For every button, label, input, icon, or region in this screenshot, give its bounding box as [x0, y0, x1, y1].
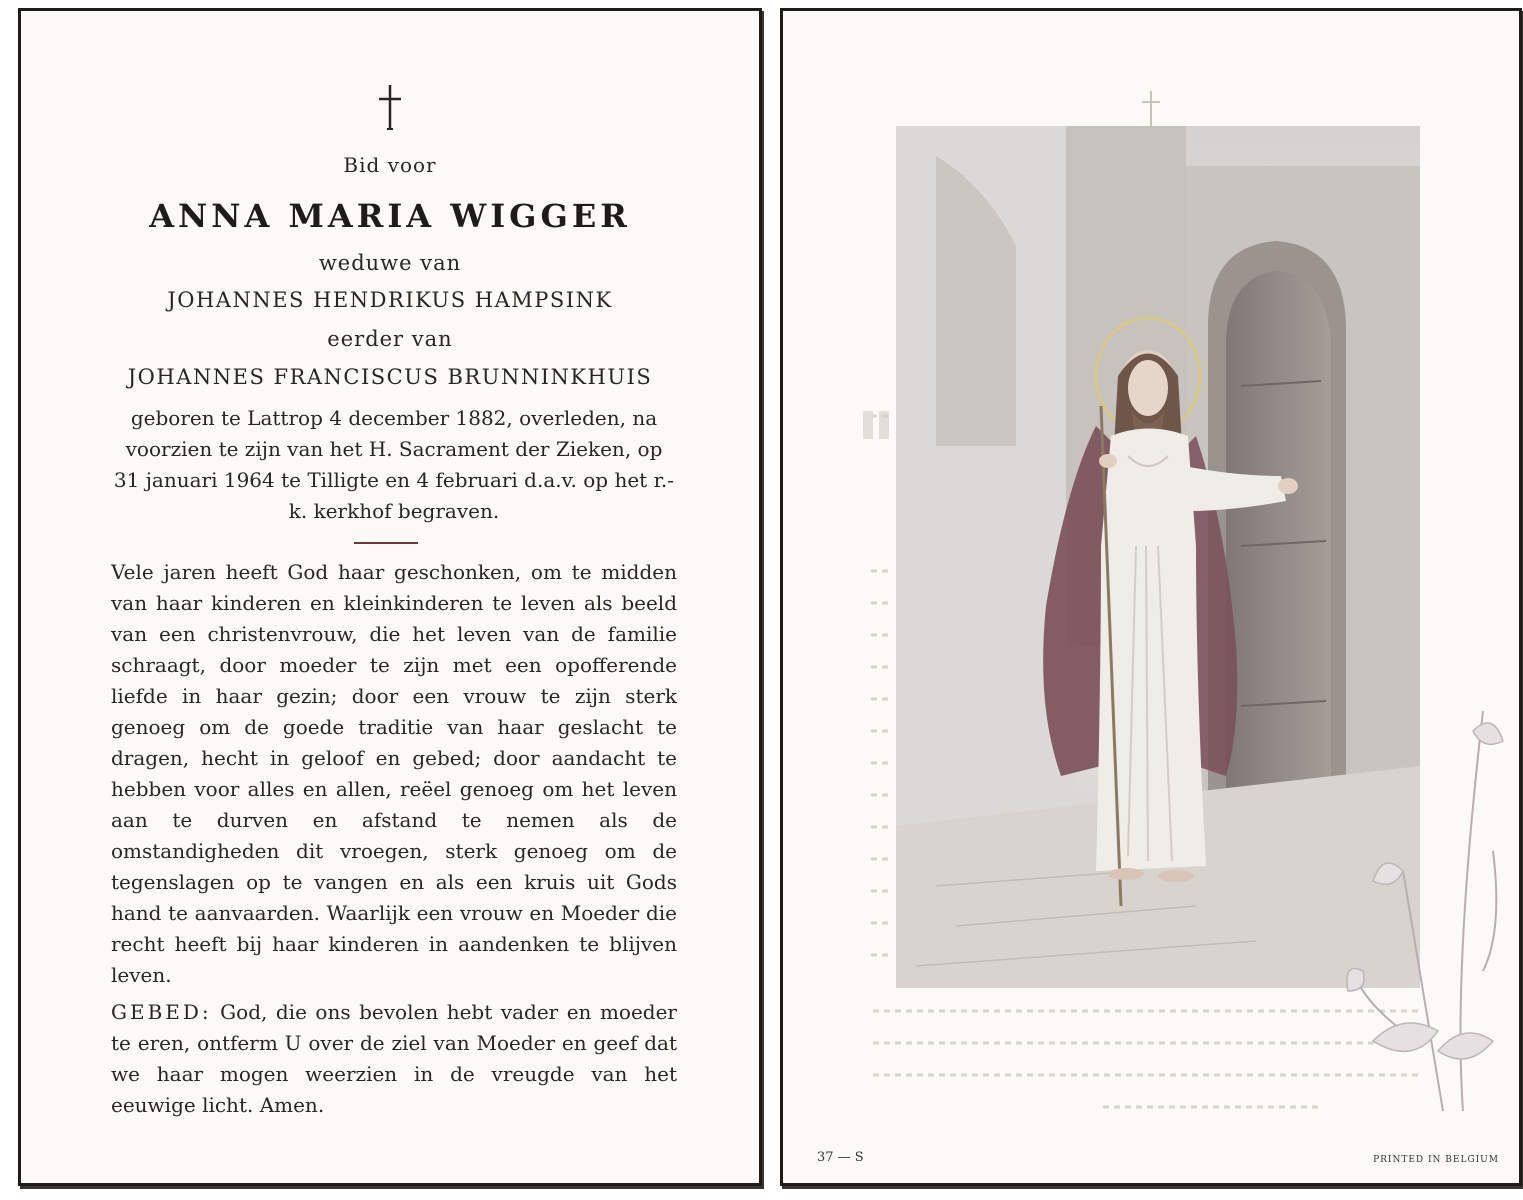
deceased-name: ANNA MARIA WIGGER [149, 197, 631, 235]
memorial-text: Vele jaren heeft God haar geschonken, om te midden van haar kinderen en kleinkinderen te leven als beeld van een christenvrouw, die het leven van de familie schraagt, door moeder te zijn met een opofferende liefde in haar gezin; door een vrouw te zijn sterk genoeg om de goede traditie van haar geslacht te dragen, hecht in geloof en gebed; door aandacht te hebben voor alles en allen, reëel genoeg om het leven aan te durven en afstand te nemen als de omstandigheden dit vroegen, sterk genoeg om de tegenslagen op te vangen en als een kruis uit Gods hand te aanvaarden. Waarlijk een vrouw en Moeder die recht heeft bij haar kinderen in aandenken te blijven leven. [111, 560, 677, 987]
prayer-text: God, die ons bevolen hebt vader en moeder te eren, ontferm U over de ziel van Moeder en geef dat we haar mogen weerzien in de vreugde van het eeuwige licht. Amen. [111, 1000, 677, 1117]
second-husband-name: JOHANNES FRANCISCUS BRUNNINKHUIS [127, 365, 653, 389]
card-code: 37 — S [817, 1150, 864, 1165]
divider-line [354, 542, 418, 544]
cross-icon [376, 83, 404, 131]
devotional-image [896, 126, 1420, 988]
lily-flowers-decoration [1343, 671, 1513, 1131]
weduwe-van-text: weduwe van [318, 251, 462, 275]
birth-death-details: geboren te Lattrop 4 december 1882, overleden, na voorzien te zijn van het H. Sacrament der Zieken, op 31 januari 1964 te Tilligte en 4 februari d.a.v. op het r.-k. kerkhof begraven. [113, 406, 675, 523]
eerder-van-text: eerder van [327, 327, 453, 351]
printed-in-belgium: PRINTED IN BELGIUM [1373, 1155, 1499, 1165]
prayer-label: GEBED: [111, 1000, 212, 1024]
memorial-card-text-side [18, 8, 762, 1186]
prayer-paragraph [111, 997, 677, 1121]
memorial-card-image-side [780, 8, 1522, 1186]
bid-voor-text: Bid voor [343, 153, 437, 177]
first-husband-name: JOHANNES HENDRIKUS HAMPSINK [167, 288, 613, 312]
christ-at-door-illustration [896, 126, 1420, 988]
